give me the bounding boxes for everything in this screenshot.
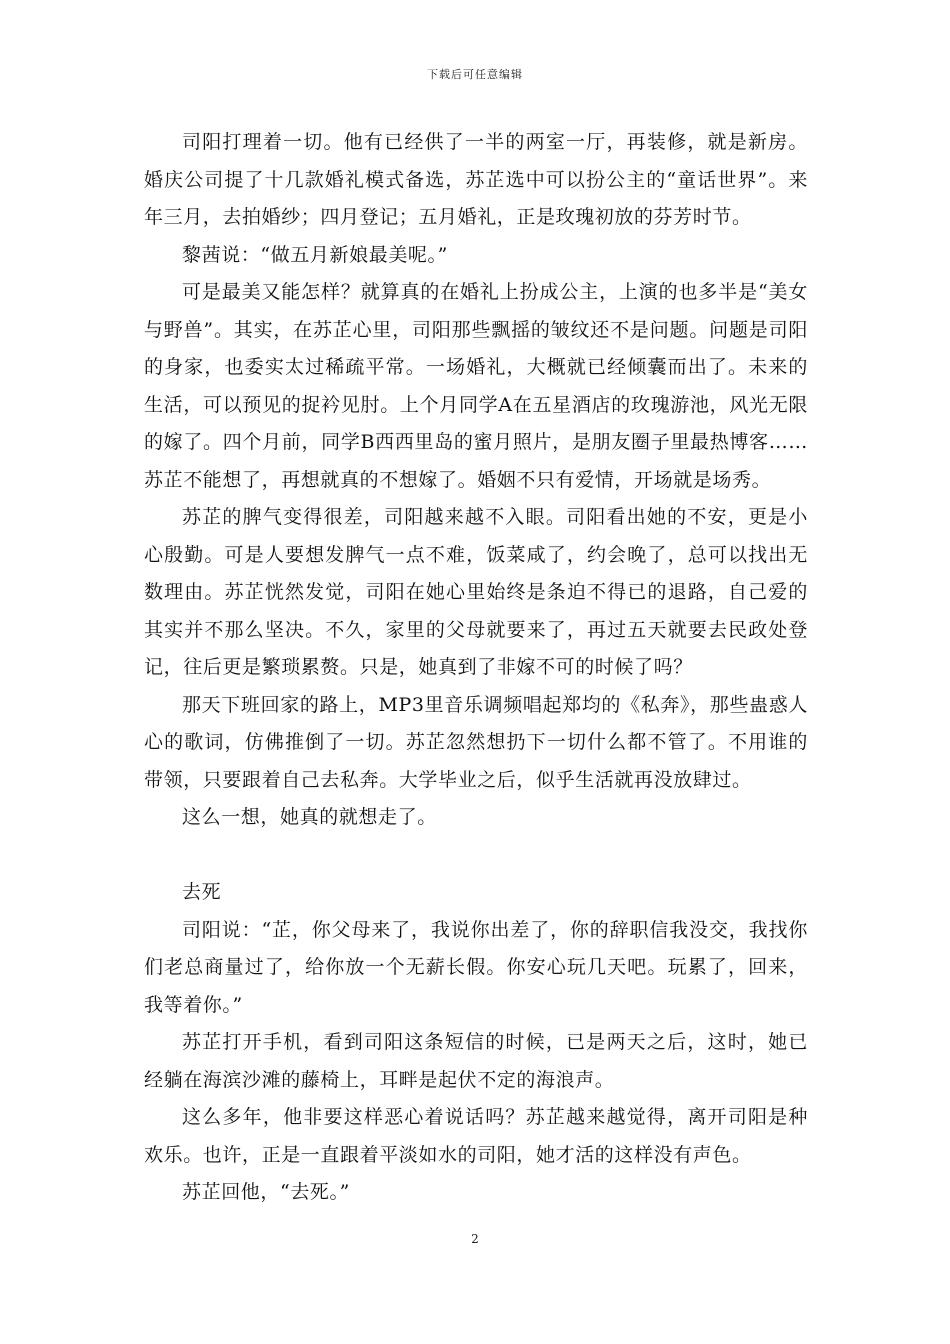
paragraph: 黎茜说：“做五月新娘最美呢。”: [182, 243, 448, 266]
page-content: [144, 124, 808, 1212]
paragraph: 那天下班回家的路上，MP3里音乐调频唱起郑均的《私奔》，那些蛊惑人心的歌词，仿佛推倒了一切。苏芷忽然想扔下一切什么都不管了。不用谁的带领，只要跟着自己去私奔。大学毕业之后，似乎生活就再没放肆过。: [144, 693, 808, 791]
paragraph: 这么多年，他非要这样恶心着说话吗？苏芷越来越觉得，离开司阳是种欢乐。也许，正是一直跟着平淡如水的司阳，她才活的这样没有声色。: [144, 1106, 808, 1166]
paragraph: 司阳打理着一切。他有已经供了一半的两室一厅，再装修，就是新房。婚庆公司提了十几款婚礼模式备选，苏芷选中可以扮公主的“童话世界”。来年三月，去拍婚纱；四月登记；五月婚礼，正是玫瑰初放的芬芳时节。: [144, 131, 808, 228]
paragraph: 苏芷的脾气变得很差，司阳越来越不入眼。司阳看出她的不安，更是小心殷勤。可是人要想发脾气一点不难，饭菜咸了，约会晚了，总可以找出无数理由。苏芷恍然发觉，司阳在她心里始终是条迫不得已的退路，自己爱的其实并不那么坚决。不久，家里的父母就要来了，再过五天就要去民政处登记，往后更是繁琐累赘。只是，她真到了非嫁不可的时候了吗？: [144, 506, 808, 678]
paragraph: 可是最美又能怎样？就算真的在婚礼上扮成公主，上演的也多半是“美女与野兽”。其实，在苏芷心里，司阳那些飘摇的皱纹还不是问题。问题是司阳的身家，也委实太过稀疏平常。一场婚礼，大概就已经倾囊而出了。未来的生活，可以预见的捉衿见肘。上个月同学A在五星酒店的玫瑰游池，风光无限的嫁了。四个月前，同学B西西里岛的蜜月照片，是朋友圈子里最热博客……苏芷不能想了，再想就真的不想嫁了。婚姻不只有爱情，开场就是场秀。: [144, 281, 808, 491]
section-heading: 去死: [182, 881, 222, 903]
header-note: 下载后可任意编辑: [427, 68, 523, 81]
paragraph: 苏芷打开手机，看到司阳这条短信的时候，已是两天之后，这时，她已经躺在海滨沙滩的藤椅上，耳畔是起伏不定的海浪声。: [144, 1031, 808, 1091]
paragraph: 这么一想，她真的就想走了。: [182, 806, 437, 828]
paragraph: 司阳说：“芷，你父母来了，我说你出差了，你的辞职信我没交，我找你们老总商量过了，给你放一个无薪长假。你安心玩几天吧。玩累了，回来，我等着你。”: [144, 918, 808, 1016]
page-number: 2: [471, 1232, 479, 1246]
paragraph: 苏芷回他，“去死。”: [182, 1181, 350, 1203]
blank-line: [144, 837, 808, 875]
